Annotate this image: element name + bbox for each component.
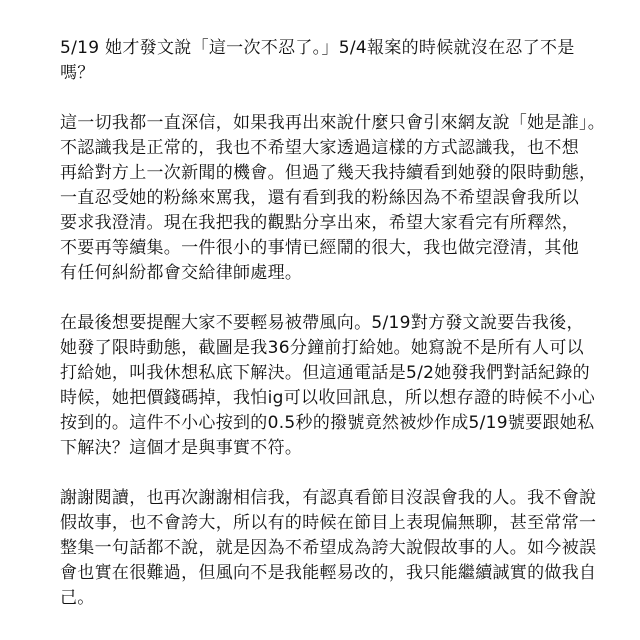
text-line: 會也實在很難過，但風向不是我能輕易改的，我只能繼續誠實的做我自	[60, 563, 597, 583]
text-line: 有任何糾紛都會交給律師處理。	[60, 263, 303, 283]
text-line: 按到的。這件不小心按到的0.5秒的撥號竟然被炒作成5/19號要跟她私	[60, 413, 595, 433]
paragraph-4	[60, 486, 596, 611]
text-line: 不認識我是正常的，我也不希望大家透過這樣的方式認識我，也不想	[60, 138, 579, 158]
post-body	[60, 36, 606, 636]
text-line: 打給她，叫我休想私底下解決。但這通電話是5/2她發我們對話紀錄的	[60, 363, 590, 383]
text-line: 整集一句話都不說，就是因為不希望成為誇大說假故事的人。如今被誤	[60, 538, 597, 558]
text-line: 不要再等續集。一件很小的事情已經鬧的很大，我也做完澄清，其他	[60, 238, 579, 258]
paragraph-2	[60, 111, 606, 286]
paragraph-1	[60, 36, 596, 86]
text-line: 在最後想要提醒大家不要輕易被帶風向。5/19對方發文說要告我後，	[60, 313, 584, 333]
text-line: 時候，她把價錢碼掉，我怕ig可以收回訊息，所以想存證的時候不小心	[60, 388, 596, 408]
text-line: 要求我澄清。現在我把我的觀點分享出來，希望大家看完有所釋然，	[60, 213, 579, 233]
text-line: 一直忍受她的粉絲來罵我，還有看到我的粉絲因為不希望誤會我所以	[60, 188, 579, 208]
text-line: 假故事，也不會誇大，所以有的時候在節目上表現偏無聊，甚至常常一	[60, 513, 597, 533]
text-line: 她發了限時動態，截圖是我36分鐘前打給她。她寫說不是所有人可以	[60, 338, 584, 358]
paragraph-3	[60, 311, 596, 461]
text-line: 己。	[60, 588, 95, 608]
text-line: 嗎？	[60, 63, 95, 83]
text-line: 這一切我都一直深信，如果我再出來說什麼只會引來網友說「她是誰」。	[60, 113, 606, 133]
text-line: 下解決？這個才是與事實不符。	[60, 438, 303, 458]
text-line: 再給對方上一次新聞的機會。但過了幾天我持續看到她發的限時動態，	[60, 163, 597, 183]
text-line: 謝謝閱讀，也再次謝謝相信我，有認真看節目沒誤會我的人。我不會說	[60, 488, 597, 508]
text-line: 5/19 她才發文說「這一次不忍了。」5/4報案的時候就沒在忍了不是	[60, 38, 575, 58]
